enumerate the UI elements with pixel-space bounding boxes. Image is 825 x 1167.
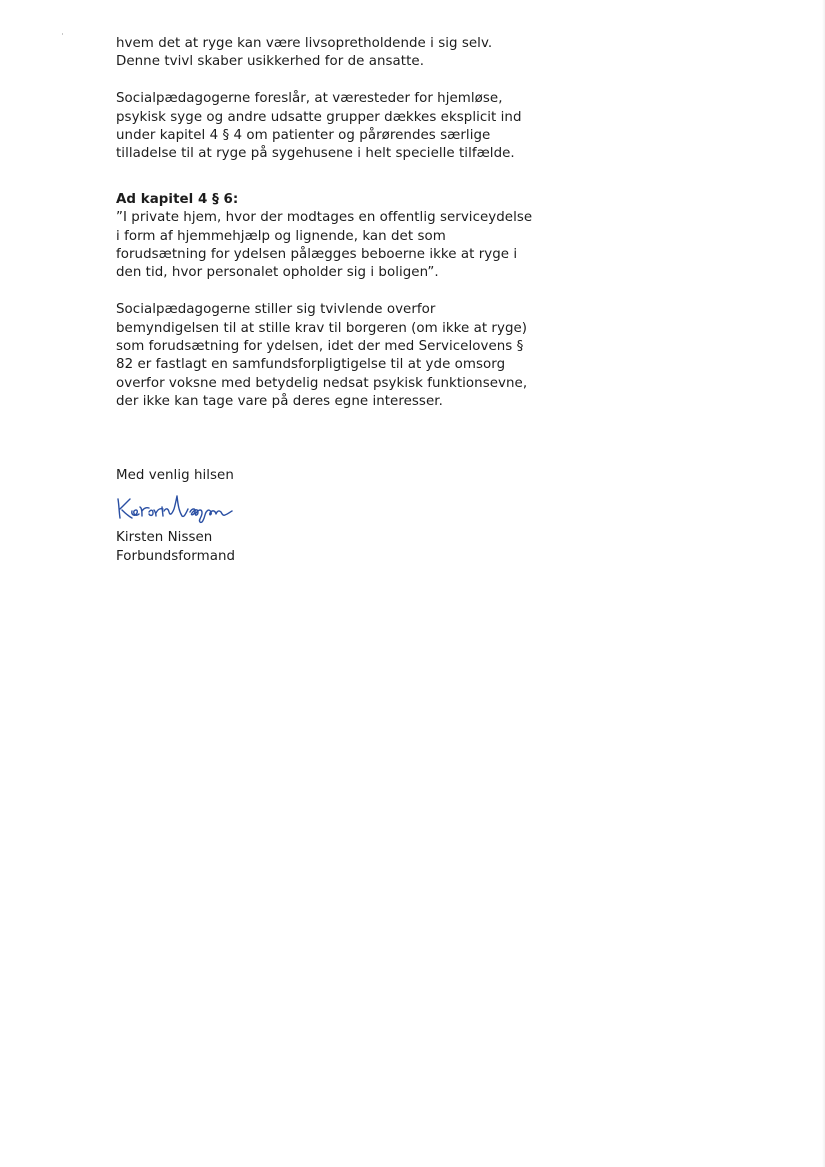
text-line: som forudsætning for ydelsen, idet der med Servicelovens § bbox=[116, 339, 524, 355]
text-line: psykisk syge og andre udsatte grupper dækkes eksplicit ind bbox=[116, 109, 522, 125]
quote-line: den tid, hvor personalet opholder sig i boligen”. bbox=[116, 265, 439, 281]
section-heading: Ad kapitel 4 § 6: bbox=[116, 191, 239, 207]
quote-line: ”I private hjem, hvor der modtages en offentlig serviceydelse bbox=[116, 210, 533, 226]
text-line: Denne tvivl skaber usikkerhed for de ansatte. bbox=[116, 54, 425, 70]
quote-line: forudsætning for ydelsen pålægges beboerne ikke at ryge i bbox=[116, 247, 518, 263]
text-line: tilladelse til at ryge på sygehusene i helt specielle tilfælde. bbox=[116, 146, 515, 162]
text-line: bemyndigelsen til at stille krav til borgeren (om ikke at ryge) bbox=[116, 320, 528, 336]
signer-name: Kirsten Nissen bbox=[116, 530, 213, 546]
text-line: overfor voksne med betydelig nedsat psykisk funktionsevne, bbox=[116, 375, 528, 391]
scan-artifact bbox=[62, 33, 63, 35]
comment-paragraph bbox=[116, 301, 576, 411]
text-line: Socialpædagogerne foreslår, at væresteder for hjemløse, bbox=[116, 91, 503, 107]
proposal-paragraph bbox=[116, 90, 576, 164]
text-line: der ikke kan tage vare på deres egne interesser. bbox=[116, 394, 443, 410]
signer-block bbox=[116, 529, 576, 566]
letter-body bbox=[116, 35, 576, 566]
text-line: Socialpædagogerne stiller sig tvivlende overfor bbox=[116, 302, 436, 318]
text-line: 82 er fastlagt en samfundsforpligtigelse til at yde omsorg bbox=[116, 357, 506, 373]
text-line: under kapitel 4 § 4 om patienter og pårørendes særlige bbox=[116, 128, 491, 144]
handwritten-signature bbox=[116, 491, 286, 525]
quote-line: i form af hjemmehjælp og lignende, kan det som bbox=[116, 228, 446, 244]
closing-block bbox=[116, 467, 576, 485]
section-4-6 bbox=[116, 191, 576, 283]
text-line: hvem det at ryge kan være livsopretholdende i sig selv. bbox=[116, 36, 493, 51]
continuation-paragraph bbox=[116, 35, 576, 72]
closing-salutation: Med venlig hilsen bbox=[116, 467, 234, 483]
signer-title: Forbundsformand bbox=[116, 548, 236, 564]
